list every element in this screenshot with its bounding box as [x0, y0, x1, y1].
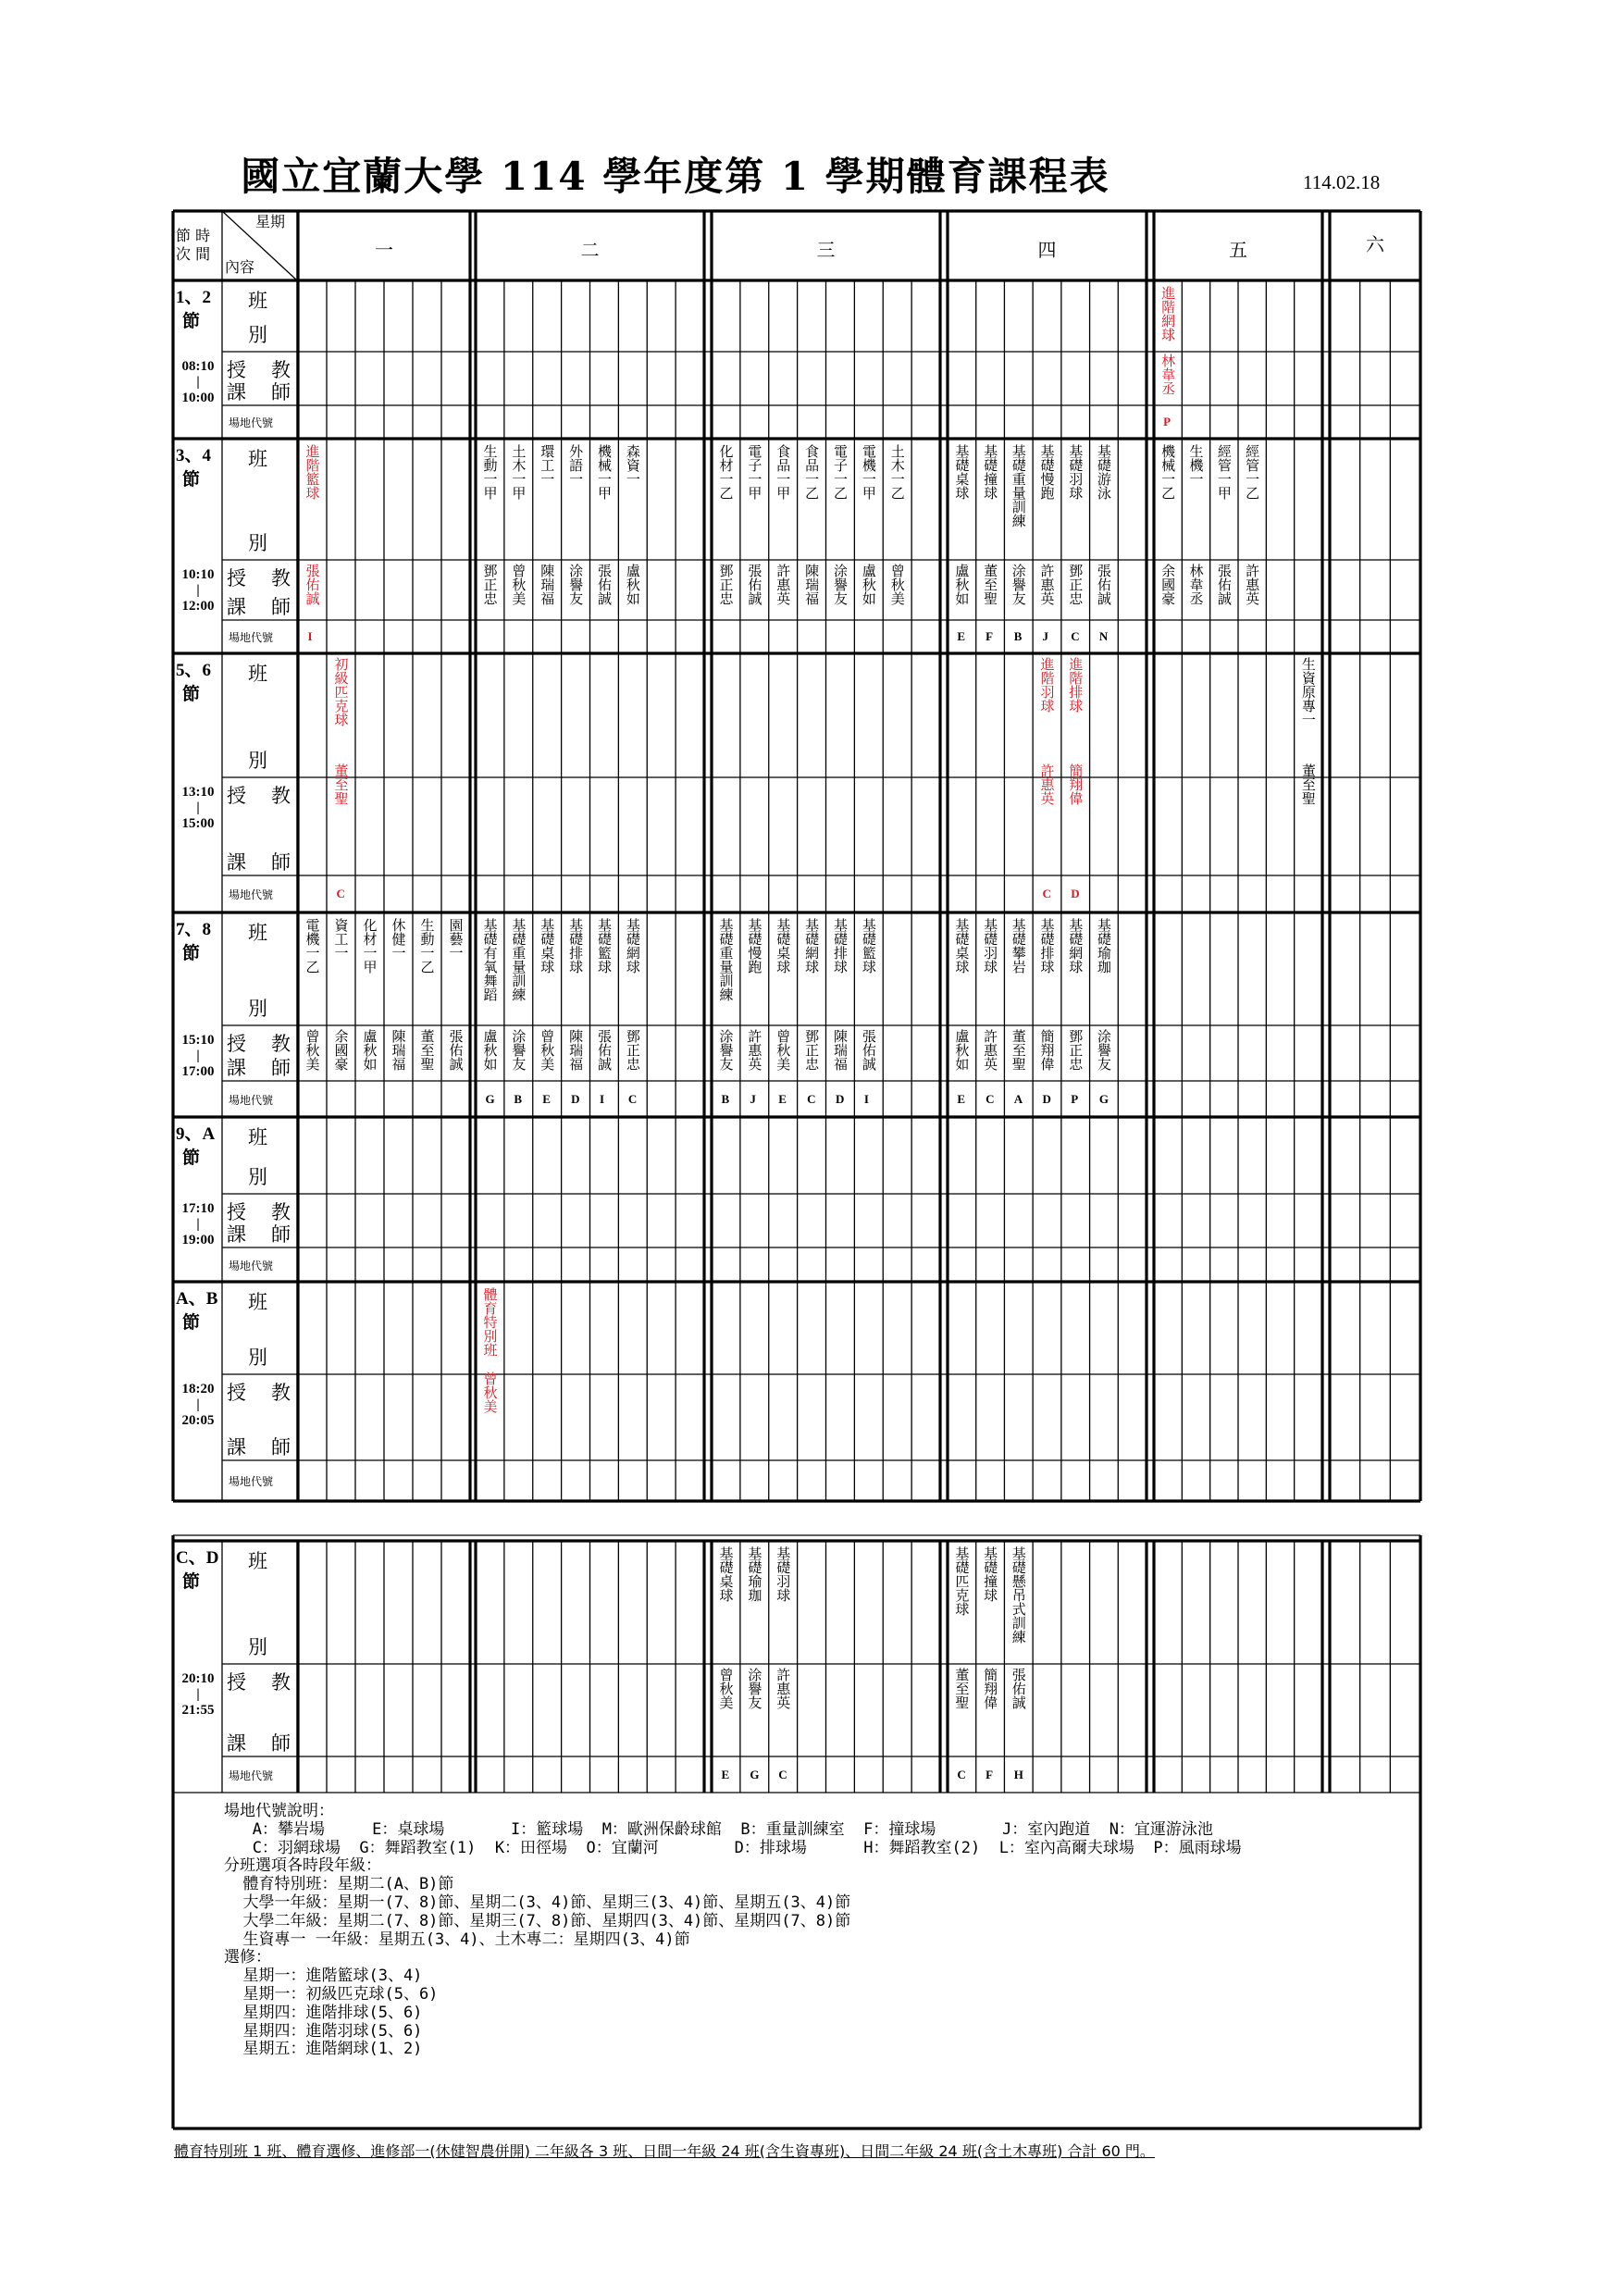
cell-teacher: 張佑誠	[1095, 564, 1112, 605]
cell-class: 基礎網球	[803, 918, 821, 974]
slot-name-4: 9、A	[176, 1124, 216, 1144]
slot-sub-0: 節	[182, 312, 201, 331]
header-content: 內容	[225, 258, 255, 276]
cell-teacher: 張佑誠	[447, 1029, 465, 1071]
page-title: 國立宜蘭大學 114 學年度第 1 學期體育課程表	[241, 154, 1110, 199]
cell-teacher: 曾秋美	[717, 1668, 735, 1709]
cell-class: 基礎排球	[1038, 918, 1056, 974]
cell-teacher: 許惠英	[1038, 763, 1056, 805]
cell-class: 資工一	[332, 918, 350, 960]
cell-class: 基礎籃球	[595, 918, 613, 974]
cell-class: 初級匹克球	[332, 657, 350, 726]
slot-name-2: 5、6	[176, 661, 212, 680]
row-label-teacher2: 教	[271, 1201, 291, 1223]
cell-venue: C	[957, 1767, 966, 1781]
cell-teacher: 張佑誠	[860, 1029, 877, 1071]
row-label-teacher4: 師	[271, 381, 291, 403]
cell-class: 園藝一	[447, 918, 465, 960]
cell-teacher: 盧秋如	[624, 564, 641, 605]
slot-sub-1: 節	[182, 470, 201, 490]
day-header-4: 四	[1037, 239, 1057, 261]
slot-name-5: A、B	[176, 1289, 218, 1309]
row-label-teacher4: 師	[271, 1436, 291, 1458]
cell-teacher: 董至聖	[953, 1668, 971, 1709]
cell-class: 電子一甲	[746, 444, 763, 500]
cell-teacher: 許惠英	[1244, 564, 1261, 605]
cell-class: 生動一甲	[481, 444, 499, 500]
cell-class: 電子一乙	[831, 444, 849, 500]
row-label-class2: 別	[248, 324, 267, 346]
cell-teacher: 許惠英	[775, 1668, 792, 1709]
cell-teacher: 董至聖	[1299, 763, 1317, 805]
cell-venue: F	[986, 629, 994, 643]
cell-class: 生動一乙	[418, 918, 436, 974]
cell-class: 基礎排球	[567, 918, 585, 974]
slot-name-1: 3、4	[176, 446, 212, 465]
day-header-5: 五	[1229, 239, 1247, 261]
cell-teacher: 鄧正忠	[1067, 564, 1085, 605]
row-label-venue: 場地代號	[229, 631, 274, 644]
cell-class: 基礎撞球	[982, 1546, 999, 1602]
cell-venue: B	[721, 1091, 730, 1106]
cell-teacher: 盧秋如	[953, 564, 971, 605]
cell-teacher: 涂譽友	[831, 564, 849, 605]
slot-time-5: 18:20 | 20:05	[181, 1382, 215, 1428]
cell-class: 基礎重量訓練	[717, 918, 735, 1001]
cell-teacher: 許惠英	[982, 1029, 999, 1071]
cell-teacher: 涂譽友	[717, 1029, 735, 1071]
cell-venue: P	[1071, 1091, 1079, 1106]
cell-venue: G	[750, 1767, 760, 1781]
row-label-teacher3: 課	[227, 1436, 246, 1458]
cell-teacher: 陳瑞福	[390, 1029, 407, 1071]
cell-teacher: 曾秋美	[304, 1029, 321, 1071]
cell-teacher: 鄧正忠	[803, 1029, 821, 1071]
cell-class: 體育特別班	[481, 1287, 499, 1357]
cell-venue: I	[307, 629, 313, 643]
cell-teacher: 鄧正忠	[624, 1029, 641, 1071]
slot-sub-2: 節	[182, 685, 201, 704]
cell-class: 基礎瑜珈	[746, 1546, 763, 1602]
cell-venue: E	[721, 1767, 730, 1781]
cell-teacher: 盧秋如	[860, 564, 877, 605]
row-label-teacher2: 教	[271, 567, 291, 590]
header-weekday: 星期	[255, 213, 286, 230]
cell-teacher: 張佑誠	[746, 564, 763, 605]
row-label-class2: 別	[248, 1636, 267, 1658]
cell-class: 基礎重量訓練	[510, 918, 527, 1001]
cell-class: 基礎撞球	[982, 444, 999, 500]
cell-class: 休健一	[390, 918, 407, 960]
cell-teacher: 張佑誠	[1010, 1668, 1027, 1709]
cell-teacher: 董至聖	[982, 564, 999, 605]
cell-teacher: 余國豪	[1159, 564, 1177, 605]
cell-teacher: 張佑誠	[595, 564, 613, 605]
slot-time-3: 15:10 | 17:00	[181, 1033, 215, 1079]
cell-venue: E	[957, 629, 966, 643]
cell-class: 基礎重量訓練	[1010, 444, 1027, 527]
cell-teacher: 余國豪	[332, 1029, 350, 1071]
row-label-class: 班	[248, 1550, 267, 1572]
cell-class: 環工一	[539, 444, 556, 486]
row-label-class2: 別	[248, 1166, 267, 1188]
cell-class: 基礎網球	[1067, 918, 1085, 974]
cell-class: 經管一甲	[1215, 444, 1233, 500]
header-period2: 次 間	[176, 245, 211, 263]
cell-teacher: 陳瑞福	[831, 1029, 849, 1071]
cell-teacher: 張佑誠	[304, 564, 321, 605]
row-label-class2: 別	[248, 750, 267, 772]
cell-class: 基礎匹克球	[953, 1546, 971, 1616]
cell-class: 進階羽球	[1038, 657, 1056, 713]
cell-venue: H	[1013, 1767, 1023, 1781]
cell-class: 基礎桌球	[953, 444, 971, 500]
cell-venue: D	[571, 1091, 580, 1106]
cell-class: 基礎桌球	[717, 1546, 735, 1602]
cell-venue: E	[542, 1091, 551, 1106]
cell-venue: E	[957, 1091, 966, 1106]
cell-teacher: 盧秋如	[481, 1029, 499, 1071]
cell-teacher: 陳瑞福	[567, 1029, 585, 1071]
cell-venue: G	[485, 1091, 495, 1106]
row-label-teacher: 授	[227, 1382, 246, 1404]
cell-class: 進階網球	[1159, 286, 1177, 341]
cell-teacher: 盧秋如	[361, 1029, 378, 1071]
row-label-teacher: 授	[227, 785, 246, 807]
cell-teacher: 林韋丞	[1159, 354, 1177, 395]
cell-class: 基礎桌球	[775, 918, 792, 974]
cell-venue: A	[1013, 1091, 1023, 1106]
cell-teacher: 董至聖	[332, 763, 350, 805]
row-label-teacher2: 教	[271, 1382, 291, 1404]
cell-venue: D	[1042, 1091, 1051, 1106]
cell-class: 基礎瑜珈	[1095, 918, 1112, 974]
row-label-venue: 場地代號	[229, 1769, 274, 1782]
row-label-venue: 場地代號	[229, 416, 274, 429]
row-label-teacher: 授	[227, 1671, 246, 1694]
cell-teacher: 許惠英	[775, 564, 792, 605]
cell-teacher: 曾秋美	[539, 1029, 556, 1071]
cell-class: 基礎桌球	[539, 918, 556, 974]
row-label-teacher3: 課	[227, 1732, 246, 1755]
cell-teacher: 陳瑞福	[803, 564, 821, 605]
slot-sub-5: 節	[182, 1313, 201, 1333]
header-period: 節 時	[176, 227, 211, 244]
row-label-teacher4: 師	[271, 1732, 291, 1755]
cell-venue: B	[1013, 629, 1023, 643]
cell-teacher: 林韋丞	[1187, 564, 1205, 605]
cell-teacher: 董至聖	[1010, 1029, 1027, 1071]
cell-class: 基礎慢跑	[1038, 444, 1056, 500]
cell-teacher: 陳瑞福	[539, 564, 556, 605]
cell-venue: E	[778, 1091, 787, 1106]
row-label-class2: 別	[248, 532, 267, 554]
row-label-teacher2: 教	[271, 1033, 291, 1055]
cell-venue: I	[863, 1091, 869, 1106]
row-label-class2: 別	[248, 998, 267, 1020]
slot-sub-4: 節	[182, 1148, 201, 1168]
cell-venue: J	[750, 1091, 756, 1106]
cell-teacher: 董至聖	[418, 1029, 436, 1071]
cell-class: 基礎籃球	[860, 918, 877, 974]
cell-class: 基礎羽球	[982, 918, 999, 974]
cell-teacher: 曾秋美	[775, 1029, 792, 1071]
row-label-teacher: 授	[227, 567, 246, 590]
slot-name-3: 7、8	[176, 920, 212, 939]
cell-class: 基礎羽球	[775, 1546, 792, 1602]
slot-name-0: 1、2	[176, 288, 212, 307]
day-header-6: 六	[1366, 233, 1384, 255]
cell-teacher: 涂譽友	[510, 1029, 527, 1071]
row-label-teacher3: 課	[227, 1223, 246, 1246]
cell-teacher: 涂譽友	[567, 564, 585, 605]
row-label-class: 班	[248, 1126, 267, 1148]
footer-summary: 體育特別班 1 班、體育選修、進修部一(休健智農併開) 二年級各 3 班、日間一年級 24 班(含生資專班)、日間二年級 24 班(含土木專班) 合計 60 門。	[174, 2142, 1155, 2160]
cell-class: 經管一乙	[1244, 444, 1261, 500]
cell-class: 基礎桌球	[953, 918, 971, 974]
cell-venue: P	[1163, 415, 1172, 428]
row-label-class: 班	[248, 1291, 267, 1313]
slot-time-2: 13:10 | 15:00	[181, 785, 215, 831]
row-label-teacher4: 師	[271, 851, 291, 874]
cell-class: 土木一乙	[888, 444, 906, 500]
cell-class: 機械一甲	[595, 444, 613, 500]
cell-class: 電機一甲	[860, 444, 877, 500]
cell-venue: C	[1042, 887, 1051, 900]
cell-teacher: 鄧正忠	[1067, 1029, 1085, 1071]
day-header-1: 一	[375, 239, 393, 261]
cell-venue: C	[1071, 629, 1080, 643]
cell-venue: G	[1098, 1091, 1110, 1106]
cell-class: 基礎羽球	[1067, 444, 1085, 500]
row-label-teacher3: 課	[227, 1057, 246, 1079]
cell-class: 外語一	[567, 444, 585, 486]
row-label-teacher3: 課	[227, 381, 246, 403]
day-header-2: 二	[580, 239, 600, 261]
row-label-teacher4: 師	[271, 596, 291, 618]
row-label-teacher3: 課	[227, 851, 246, 874]
cell-class: 進階籃球	[304, 444, 321, 500]
row-label-class: 班	[248, 663, 267, 685]
cell-teacher: 許惠英	[1038, 564, 1056, 605]
cell-venue: C	[986, 1091, 995, 1106]
cell-class: 基礎有氧舞蹈	[481, 918, 499, 1001]
cell-class: 基礎攀岩	[1010, 918, 1027, 974]
row-label-teacher4: 師	[271, 1223, 291, 1246]
cell-venue: N	[1098, 629, 1109, 643]
cell-teacher: 涂譽友	[746, 1668, 763, 1709]
slot-time-1: 10:10 | 12:00	[181, 567, 215, 614]
cell-class: 機械一乙	[1159, 444, 1177, 500]
row-label-teacher: 授	[227, 1201, 246, 1223]
row-label-teacher3: 課	[227, 596, 246, 618]
slot-time-6: 20:10 | 21:55	[181, 1671, 215, 1718]
cell-teacher: 盧秋如	[953, 1029, 971, 1071]
cell-teacher: 曾秋美	[888, 564, 906, 605]
cell-class: 電機一乙	[304, 918, 321, 974]
day-header-3: 三	[816, 239, 836, 261]
cell-class: 森資一	[624, 444, 641, 486]
slot-time-4: 17:10 | 19:00	[181, 1201, 215, 1247]
cell-teacher: 簡翔偉	[982, 1668, 999, 1709]
row-label-venue: 場地代號	[229, 1259, 274, 1272]
cell-teacher: 簡翔偉	[1038, 1029, 1056, 1071]
cell-class: 基礎排球	[831, 918, 849, 974]
cell-teacher: 簡翔偉	[1067, 763, 1085, 805]
row-label-teacher: 授	[227, 359, 246, 381]
cell-class: 生機一	[1187, 444, 1205, 486]
date-label: 114.02.18	[1303, 171, 1381, 193]
cell-venue: C	[778, 1767, 787, 1781]
cell-teacher: 曾秋美	[510, 564, 527, 605]
cell-venue: D	[1071, 887, 1080, 900]
row-label-teacher4: 師	[271, 1057, 291, 1079]
slot-sub-6: 節	[182, 1572, 201, 1592]
cell-venue: C	[336, 887, 345, 900]
cell-teacher: 張佑誠	[1215, 564, 1233, 605]
slot-sub-3: 節	[182, 944, 201, 963]
cell-teacher: 曾秋美	[481, 1371, 499, 1413]
cell-venue: J	[1042, 629, 1048, 643]
cell-venue: C	[807, 1091, 816, 1106]
cell-teacher: 涂譽友	[1010, 564, 1027, 605]
cell-class: 化材一乙	[717, 444, 735, 500]
row-label-class: 班	[248, 922, 267, 944]
cell-class: 生資原專一	[1299, 657, 1317, 726]
cell-class: 基礎網球	[624, 918, 641, 974]
slot-name-6: C、D	[176, 1548, 219, 1568]
cell-class: 進階排球	[1067, 657, 1085, 713]
cell-class: 土木一甲	[510, 444, 527, 500]
cell-class: 食品一甲	[775, 444, 792, 500]
cell-teacher: 張佑誠	[595, 1029, 613, 1071]
row-label-class: 班	[248, 290, 267, 312]
row-label-teacher: 授	[227, 1033, 246, 1055]
cell-venue: C	[627, 1091, 638, 1106]
venue-notes: 場地代號說明： A：攀岩場 E：桌球場 I：籃球場 M：歐洲保齡球館 B：重量訓練室 F：撞球場 J：室內跑道 N：宜運游泳池 C：羽網球場 G：舞蹈教室(1) K：田徑場 O：宜蘭河 D：排球場 H：舞蹈教室(2) L：室內高爾夫球場 P：風雨球場 分班選項各時段年級： 體育特別班：星期二(A、B)節 大學一年級：星期一(7、8)節、星期二(3、4)節、星期三(3、4)節、星期五(3、4)節 大學二年級：星期二(7、8)節、星期三(7、8)節、星期四(3、4)節、星期四(7、8)節 生資專一 一年級：星期五(3、4)、土木專二：星期四(3、4)節 選修： 星期一：進階籃球(3、4) 星期一：初級匹克球(5、6) 星期四：進階排球(5、6) 星期四：進階羽球(5、6) 星期五：進階網球(1、2)	[224, 1802, 1242, 2059]
row-label-venue: 場地代號	[229, 888, 274, 901]
cell-venue: B	[514, 1091, 522, 1106]
cell-venue: F	[986, 1767, 994, 1781]
row-label-class2: 別	[248, 1347, 267, 1369]
row-label-venue: 場地代號	[229, 1475, 274, 1488]
row-label-venue: 場地代號	[229, 1093, 274, 1107]
cell-venue: I	[599, 1091, 604, 1106]
row-label-teacher2: 教	[271, 359, 291, 381]
cell-class: 食品一乙	[803, 444, 821, 500]
slot-time-0: 08:10 | 10:00	[181, 359, 215, 405]
cell-class: 基礎懸吊式訓練	[1010, 1546, 1027, 1644]
row-label-teacher2: 教	[271, 785, 291, 807]
cell-venue: D	[835, 1091, 845, 1106]
cell-class: 化材一甲	[361, 918, 378, 974]
row-label-class: 班	[248, 448, 267, 470]
cell-teacher: 鄧正忠	[481, 564, 499, 605]
cell-teacher: 許惠英	[746, 1029, 763, 1071]
cell-teacher: 鄧正忠	[717, 564, 735, 605]
row-label-teacher2: 教	[271, 1671, 291, 1694]
cell-class: 基礎游泳	[1095, 444, 1112, 500]
cell-teacher: 涂譽友	[1095, 1029, 1112, 1071]
cell-class: 基礎慢跑	[746, 918, 763, 974]
